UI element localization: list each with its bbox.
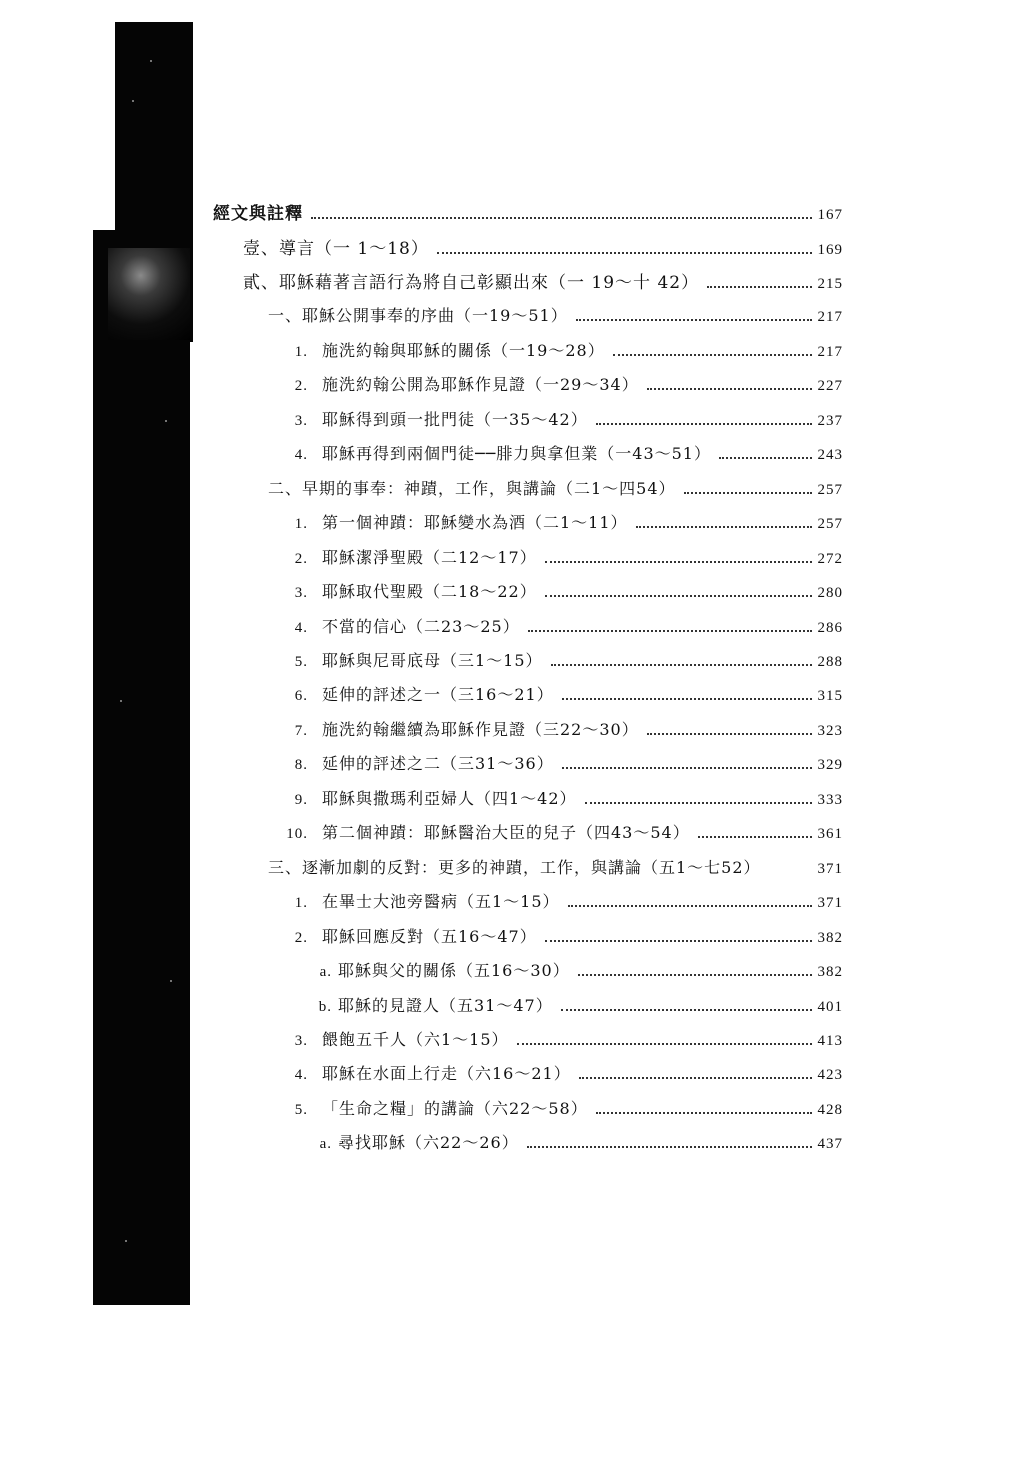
toc-entry-label: 延伸的評述之一（三16～21）: [322, 685, 554, 704]
toc-entry-number: 2.: [294, 551, 308, 567]
toc-entry-s2-7[interactable]: [280, 717, 843, 741]
toc-entry-s3[interactable]: [268, 855, 843, 879]
leader-dots: [596, 423, 812, 425]
leader-dots: [562, 698, 812, 700]
scan-binding-edge: [93, 230, 190, 1305]
toc-entry-s3-4[interactable]: [280, 1061, 843, 1085]
leader-dots: [719, 457, 812, 459]
toc-entry-number: 4.: [294, 620, 308, 636]
leader-dots: [527, 1146, 812, 1148]
toc-entry-label: 尋找耶穌（六22～26）: [338, 1133, 519, 1152]
toc-entry-number: b.: [318, 999, 332, 1015]
leader-dots: [578, 974, 812, 976]
toc-entry-number: 1.: [294, 344, 308, 360]
toc-entry-s2-6[interactable]: [280, 682, 843, 706]
toc-entry-label: 第一個神蹟：耶穌變水為酒（二1～11）: [322, 513, 628, 532]
toc-page-number: 169: [817, 242, 843, 258]
leader-dots: [613, 354, 812, 356]
toc-entry-label: 施洗約翰公開為耶穌作見證（一29～34）: [322, 375, 639, 394]
toc-entry-label: 耶穌回應反對（五16～47）: [322, 927, 537, 946]
toc-entry-s1-1[interactable]: [280, 338, 843, 362]
toc-entry-label: 耶穌與父的關係（五16～30）: [338, 961, 570, 980]
leader-dots: [684, 492, 812, 494]
scan-photo-fragment: [108, 248, 190, 340]
toc-page-number: 423: [817, 1067, 843, 1083]
leader-dots: [545, 595, 812, 597]
toc-page-number: 167: [817, 207, 843, 223]
scan-speck: [125, 1240, 127, 1242]
toc-page-number: 323: [817, 723, 843, 739]
toc-entry-s3-5a[interactable]: [310, 1130, 843, 1154]
toc-page-number: 217: [817, 344, 843, 360]
toc-page-number: 280: [817, 585, 843, 601]
leader-dots: [647, 733, 812, 735]
toc-entry-s2-8[interactable]: [280, 751, 843, 775]
leader-dots: [568, 905, 812, 907]
toc-page-number: 272: [817, 551, 843, 567]
leader-dots: [562, 767, 812, 769]
toc-entry-label: 一、耶穌公開事奉的序曲（一19～51）: [268, 306, 568, 325]
toc-page-number: 257: [817, 516, 843, 532]
toc-entry-number: 6.: [294, 688, 308, 704]
toc-entry-number: 2.: [294, 930, 308, 946]
toc-page-number: 428: [817, 1102, 843, 1118]
leader-dots: [561, 1009, 812, 1011]
toc-entry-label: 三、逐漸加劇的反對：更多的神蹟，工作，與講論（五1～七52）: [268, 858, 761, 877]
toc-page-number: 217: [817, 309, 843, 325]
toc-entry-s2-4[interactable]: [280, 614, 843, 638]
leader-dots: [517, 1043, 812, 1045]
toc-page-number: 333: [817, 792, 843, 808]
toc-entry-number: a.: [319, 1136, 332, 1152]
toc-entry-s1-3[interactable]: [280, 407, 843, 431]
toc-entry-s2-5[interactable]: [280, 648, 843, 672]
toc-entry-s1-4[interactable]: [280, 441, 843, 465]
toc-entry-label: 耶穌潔淨聖殿（二12～17）: [322, 548, 537, 567]
toc-entry-s3-2[interactable]: [280, 924, 843, 948]
toc-entry-number: 4.: [294, 1067, 308, 1083]
toc-entry-s2-10[interactable]: [280, 820, 843, 844]
toc-entry-label: 耶穌的見證人（五31～47）: [338, 996, 553, 1015]
toc-entry-s2[interactable]: [268, 476, 843, 500]
toc-page-number: 382: [817, 930, 843, 946]
toc-entry-s2-2[interactable]: [280, 545, 843, 569]
toc-entry-label: 二、早期的事奉：神蹟，工作，與講論（二1～四54）: [268, 479, 676, 498]
toc-entry-label: 耶穌與撒瑪利亞婦人（四1～42）: [322, 789, 577, 808]
leader-dots: [545, 561, 812, 563]
toc-entry-number: 10.: [286, 826, 308, 842]
toc-page-number: 286: [817, 620, 843, 636]
toc-entry-label: 貳、耶穌藉著言語行為將自己彰顯出來（一 19～十 42）: [243, 273, 700, 293]
toc-entry-number: 5.: [294, 654, 308, 670]
leader-dots: [636, 526, 812, 528]
toc-page-number: 371: [817, 895, 843, 911]
toc-entry-number: 1.: [294, 516, 308, 532]
toc-page-number: 382: [817, 964, 843, 980]
toc-entry-number: 3.: [294, 1033, 308, 1049]
toc-page-number: 371: [817, 861, 843, 877]
toc-entry-number: a.: [319, 964, 332, 980]
leader-dots: [579, 1077, 812, 1079]
toc-page-number: 227: [817, 378, 843, 394]
leader-dots: [585, 802, 812, 804]
scan-speck: [150, 60, 152, 62]
toc-entry-s3-5[interactable]: [280, 1096, 843, 1120]
toc-entry-s3-3[interactable]: [280, 1027, 843, 1051]
toc-entry-intro[interactable]: [243, 234, 843, 258]
toc-entry-label: 耶穌得到頭一批門徒（一35～42）: [322, 410, 588, 429]
toc-page-number: 315: [817, 688, 843, 704]
toc-entry-number: 1.: [294, 895, 308, 911]
toc-page-number: 215: [817, 276, 843, 292]
toc-entry-s3-2a[interactable]: [310, 958, 843, 982]
toc-entry-label: 經文與註釋: [213, 204, 303, 224]
leader-dots: [707, 286, 811, 288]
toc-entry-label: 餵飽五千人（六1～15）: [322, 1030, 509, 1049]
toc-entry-label: 「生命之糧」的講論（六22～58）: [322, 1099, 588, 1118]
leader-dots: [437, 252, 812, 254]
toc-entry-number: 8.: [294, 757, 308, 773]
toc-page-number: 288: [817, 654, 843, 670]
toc-entry-s1[interactable]: [268, 303, 843, 327]
toc-entry-s3-2b[interactable]: [310, 993, 843, 1017]
toc-entry-number: 7.: [294, 723, 308, 739]
toc-entry-s2-9[interactable]: [280, 786, 843, 810]
toc-page-number: 413: [817, 1033, 843, 1049]
toc-entry-s1-2[interactable]: [280, 372, 843, 396]
leader-dots: [647, 388, 812, 390]
toc-entry-label: 施洗約翰與耶穌的關係（一19～28）: [322, 341, 605, 360]
toc-page-number: 329: [817, 757, 843, 773]
toc-entry-label: 耶穌取代聖殿（二18～22）: [322, 582, 537, 601]
toc-entry-s2-1[interactable]: [280, 510, 843, 534]
leader-dots: [551, 664, 812, 666]
toc-entry-s2-3[interactable]: [280, 579, 843, 603]
toc-entry-label: 延伸的評述之二（三31～36）: [322, 754, 554, 773]
toc-entry-number: 3.: [294, 585, 308, 601]
leader-dots: [698, 836, 812, 838]
toc-page-number: 401: [817, 999, 843, 1015]
toc-entry-label: 耶穌在水面上行走（六16～21）: [322, 1064, 571, 1083]
leader-dots: [528, 630, 812, 632]
toc-entry-label: 耶穌與尼哥底母（三1～15）: [322, 651, 543, 670]
toc-page-number: 257: [817, 482, 843, 498]
toc-entry-label: 不當的信心（二23～25）: [322, 617, 520, 636]
scan-speck: [165, 420, 167, 422]
toc-page-number: 361: [817, 826, 843, 842]
toc-page-number: 243: [817, 447, 843, 463]
toc-entry-label: 施洗約翰繼續為耶穌作見證（三22～30）: [322, 720, 639, 739]
leader-space: [769, 871, 812, 873]
toc-entry-number: 4.: [294, 447, 308, 463]
leader-dots: [311, 217, 812, 219]
toc-entry-part2[interactable]: [243, 268, 843, 292]
toc-entry-label: 在畢士大池旁醫病（五1～15）: [322, 892, 560, 911]
toc-page-number: 237: [817, 413, 843, 429]
toc-entry-number: 9.: [294, 792, 308, 808]
leader-dots: [545, 940, 812, 942]
toc-entry-label: 第二個神蹟：耶穌醫治大臣的兒子（四43～54）: [322, 823, 690, 842]
scan-speck: [170, 980, 172, 982]
toc-entry-label: 壹、導言（一 1～18）: [243, 239, 429, 259]
toc-entry-number: 2.: [294, 378, 308, 394]
scan-speck: [132, 100, 134, 102]
toc-page-number: 437: [817, 1136, 843, 1152]
toc-entry-main[interactable]: [213, 199, 843, 223]
toc-entry-s3-1[interactable]: [280, 889, 843, 913]
toc-entry-label: 耶穌再得到兩個門徒──腓力與拿但業（一43～51）: [322, 444, 711, 463]
scan-speck: [120, 700, 122, 702]
leader-dots: [576, 319, 812, 321]
leader-dots: [596, 1112, 812, 1114]
toc-entry-number: 5.: [294, 1102, 308, 1118]
toc-entry-number: 3.: [294, 413, 308, 429]
